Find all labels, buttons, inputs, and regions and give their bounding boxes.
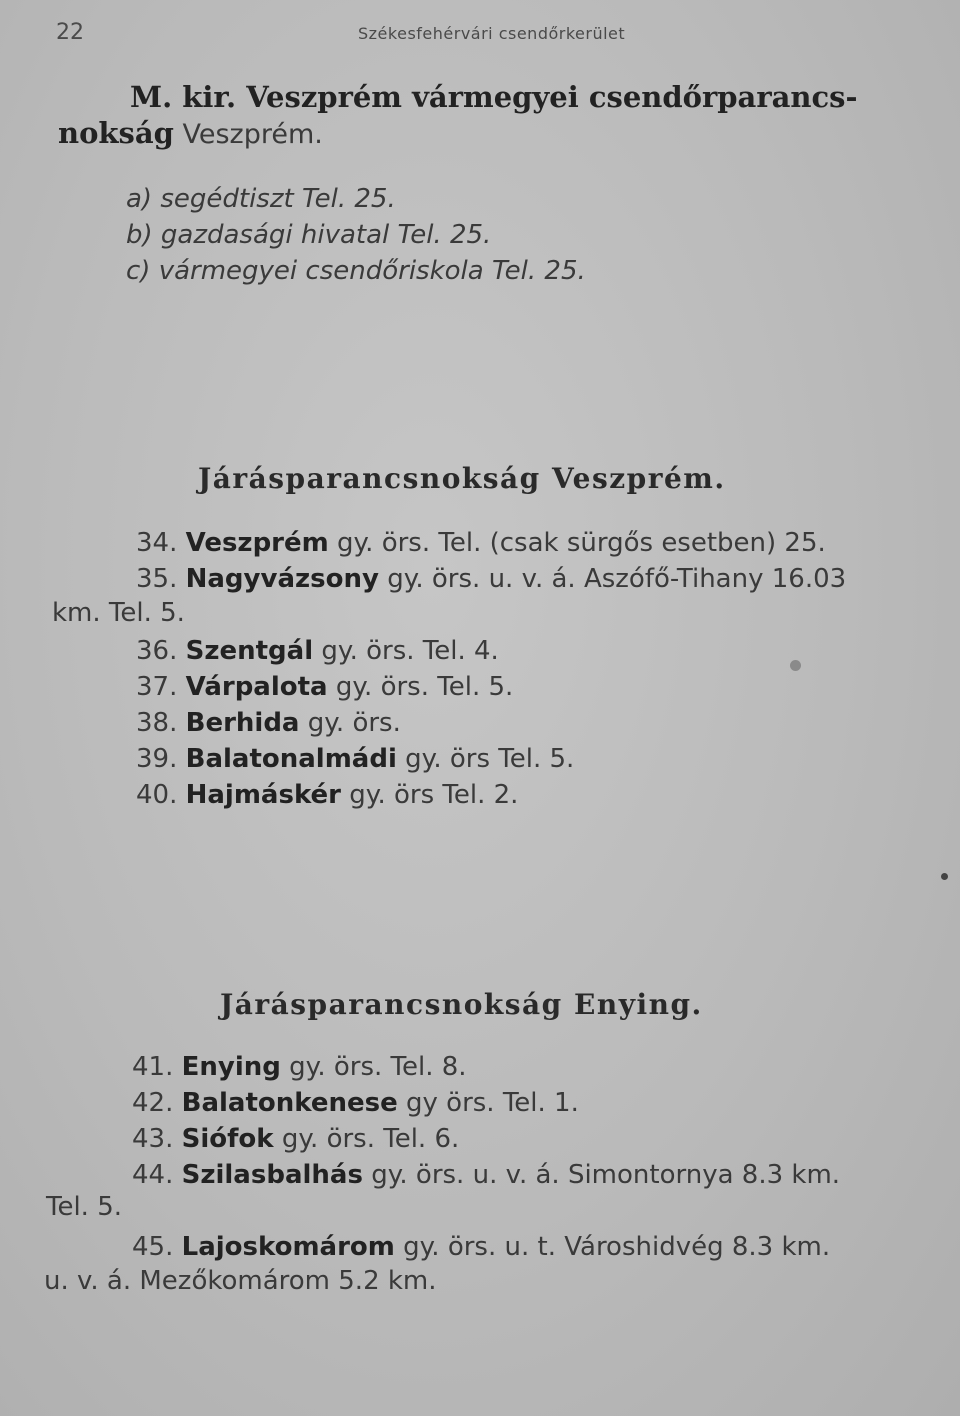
entry-details: gy. örs Tel. 5. <box>405 744 575 774</box>
entry-station: Balatonalmádi <box>185 744 397 774</box>
entry-station: Hajmáskér <box>185 780 342 810</box>
entry-number: 35. <box>136 564 178 594</box>
list-item <box>132 1088 579 1118</box>
entry-station: Veszprém <box>185 528 329 558</box>
entry-station: Szilasbalhás <box>181 1160 363 1190</box>
entry-number: 40. <box>136 780 178 810</box>
list-item <box>136 708 401 738</box>
entry-number: 42. <box>132 1088 174 1118</box>
entry-details: gy. örs. u. v. á. Aszófő-Tihany 16.03 <box>387 564 847 594</box>
entry-details: gy. örs. Tel. 5. <box>335 672 514 702</box>
entry-continuation: km. Tel. 5. <box>52 598 185 628</box>
list-item <box>136 672 513 702</box>
district-heading-veszprem: Járásparancsnokság Veszprém. <box>198 462 726 495</box>
command-title-bold: nokság <box>58 116 174 150</box>
district-heading-enying: Járásparancsnokság Enying. <box>220 988 703 1021</box>
list-item <box>132 1232 830 1262</box>
list-item <box>136 528 826 558</box>
entry-details: gy. örs. u. v. á. Simontornya 8.3 km. <box>371 1160 841 1190</box>
scan-speck <box>941 873 948 880</box>
entry-details: gy. örs. Tel. 4. <box>321 636 499 666</box>
entry-number: 36. <box>136 636 178 666</box>
entry-number: 43. <box>132 1124 174 1154</box>
entry-details: gy. örs Tel. 2. <box>349 780 519 810</box>
sub-unit-c: c) vármegyei csendőriskola Tel. 25. <box>126 256 586 286</box>
entry-details: gy örs. Tel. 1. <box>406 1088 579 1118</box>
list-item <box>132 1124 459 1154</box>
list-item <box>136 636 499 666</box>
entry-station: Enying <box>181 1052 281 1082</box>
list-item <box>136 744 574 774</box>
entry-number: 44. <box>132 1160 174 1190</box>
entry-station: Várpalota <box>185 672 328 702</box>
entry-number: 37. <box>136 672 178 702</box>
entry-number: 34. <box>136 528 178 558</box>
entry-details: gy. örs. <box>307 708 401 738</box>
running-head: Székesfehérvári csendőrkerület <box>358 24 626 43</box>
entry-station: Szentgál <box>185 636 314 666</box>
entry-station: Balatonkenese <box>181 1088 398 1118</box>
list-item <box>132 1160 840 1190</box>
entry-details: gy. örs. Tel. 6. <box>281 1124 460 1154</box>
page-number: 22 <box>56 20 84 45</box>
list-item <box>132 1052 467 1082</box>
entry-details: gy. örs. Tel. (csak sürgős esetben) 25. <box>337 528 826 558</box>
command-title-seat: Veszprém. <box>173 119 323 150</box>
entry-details: gy. örs. Tel. 8. <box>289 1052 467 1082</box>
scan-speck <box>790 660 801 671</box>
entry-number: 38. <box>136 708 178 738</box>
list-item <box>136 564 846 594</box>
command-title-line2 <box>58 116 323 150</box>
list-item <box>136 780 518 810</box>
entry-station: Siófok <box>181 1124 274 1154</box>
entry-continuation: u. v. á. Mezőkomárom 5.2 km. <box>44 1266 437 1296</box>
sub-unit-a: a) segédtiszt Tel. 25. <box>126 184 396 214</box>
command-title-line1: M. kir. Veszprém vármegyei csendőrparancs- <box>130 80 858 114</box>
entry-number: 39. <box>136 744 178 774</box>
entry-station: Nagyvázsony <box>185 564 379 594</box>
entry-number: 41. <box>132 1052 174 1082</box>
entry-number: 45. <box>132 1232 174 1262</box>
entry-continuation: Tel. 5. <box>46 1192 123 1222</box>
entry-station: Berhida <box>185 708 300 738</box>
entry-details: gy. örs. u. t. Városhidvég 8.3 km. <box>403 1232 831 1262</box>
entry-station: Lajoskomárom <box>181 1232 395 1262</box>
sub-unit-b: b) gazdasági hivatal Tel. 25. <box>126 220 492 250</box>
